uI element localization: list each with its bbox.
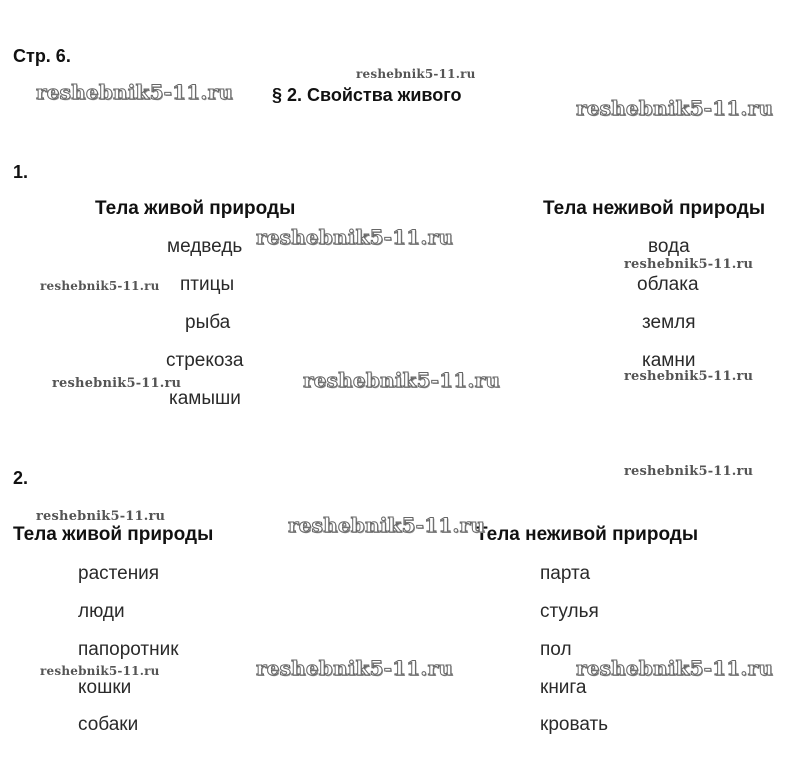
page-number: Стр. 6. bbox=[13, 46, 71, 66]
task-2-nonliving-heading: Тела неживой природы bbox=[476, 524, 699, 545]
watermark: reshebnik5-11.ru bbox=[36, 509, 166, 524]
section-title: § 2. Свойства живого bbox=[272, 85, 462, 105]
watermark: reshebnik5-11.ru bbox=[52, 376, 182, 391]
task-2-living-item: люди bbox=[78, 601, 125, 622]
task-1-nonliving-item: камни bbox=[642, 350, 696, 371]
task-2-nonliving-item: книга bbox=[540, 677, 587, 698]
task-2-nonliving-item: парта bbox=[540, 563, 591, 584]
watermark: reshebnik5-11.ru bbox=[576, 656, 774, 680]
task-2-nonliving-item: стулья bbox=[540, 601, 599, 622]
task-1-living-item: стрекоза bbox=[166, 350, 244, 371]
watermark: reshebnik5-11.ru bbox=[624, 464, 754, 479]
task-1-living-item: медведь bbox=[167, 236, 243, 257]
watermark: reshebnik5-11.ru bbox=[40, 279, 160, 293]
task-2-living-item: растения bbox=[78, 563, 160, 584]
task-1-living-item: камыши bbox=[169, 388, 241, 409]
task-1-living-heading: Тела живой природы bbox=[95, 198, 296, 219]
watermark: reshebnik5-11.ru bbox=[288, 513, 486, 537]
task-2-living-item: папоротник bbox=[78, 639, 179, 660]
watermark: reshebnik5-11.ru bbox=[256, 225, 454, 249]
task-2-nonliving-item: пол bbox=[540, 639, 572, 660]
watermark: reshebnik5-11.ru bbox=[256, 656, 454, 680]
watermark: reshebnik5-11.ru bbox=[356, 67, 476, 81]
task-1-living-item: рыба bbox=[185, 312, 231, 333]
watermark: reshebnik5-11.ru bbox=[624, 257, 754, 272]
task-1-nonliving-item: земля bbox=[642, 312, 696, 333]
task-2-living-item: собаки bbox=[78, 714, 139, 735]
watermark: reshebnik5-11.ru bbox=[36, 80, 234, 104]
watermark: reshebnik5-11.ru bbox=[576, 96, 774, 120]
watermark: reshebnik5-11.ru bbox=[624, 369, 754, 384]
task-2-nonliving-item: кровать bbox=[540, 714, 609, 735]
watermark: reshebnik5-11.ru bbox=[40, 664, 160, 678]
watermark: reshebnik5-11.ru bbox=[303, 368, 501, 392]
task-1-living-item: птицы bbox=[180, 274, 235, 295]
task-1-number: 1. bbox=[13, 162, 29, 182]
task-2-number: 2. bbox=[13, 468, 29, 488]
task-2-living-item: кошки bbox=[78, 677, 132, 698]
task-1-nonliving-heading: Тела неживой природы bbox=[543, 198, 766, 219]
task-2-living-heading: Тела живой природы bbox=[13, 524, 214, 545]
task-1-nonliving-item: облака bbox=[637, 274, 699, 295]
task-1-nonliving-item: вода bbox=[648, 236, 690, 257]
